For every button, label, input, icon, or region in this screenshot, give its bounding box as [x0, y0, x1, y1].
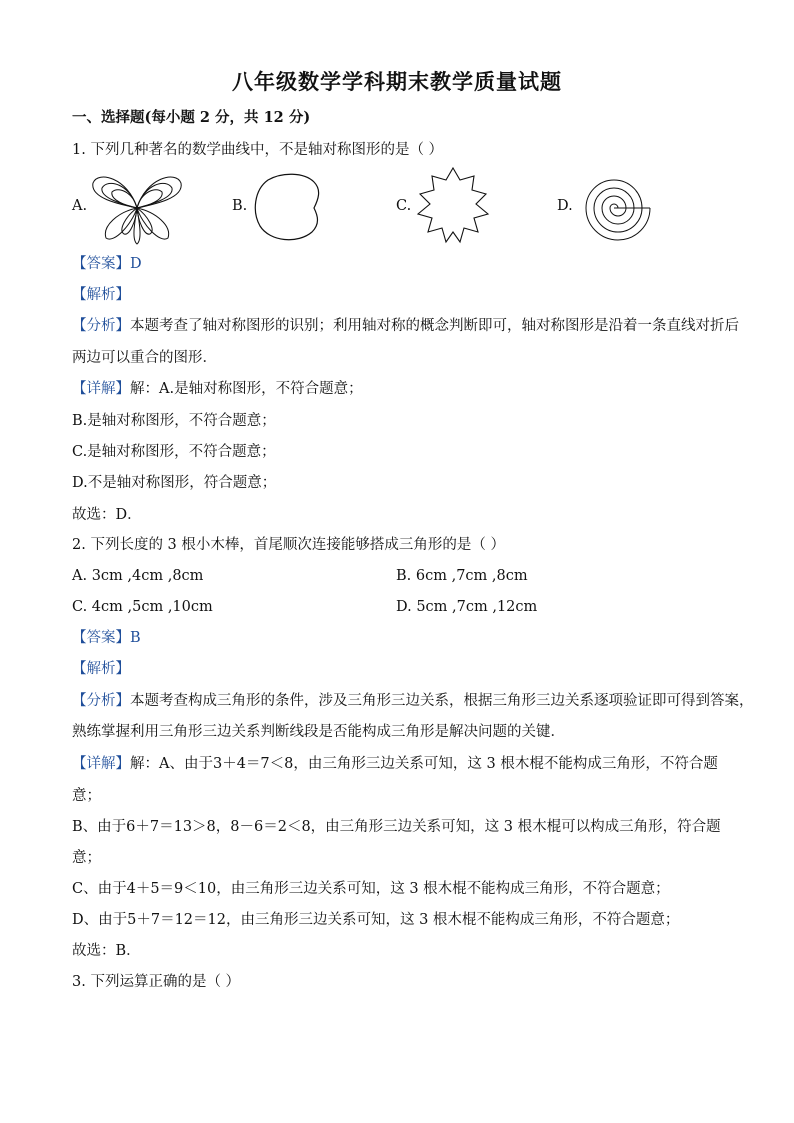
- q1-choose: 故选：D．: [72, 507, 142, 523]
- question-1-stem: 1. 下列几种著名的数学曲线中，不是轴对称图形的是（ ）: [72, 142, 444, 158]
- q1-answer-row: [72, 254, 142, 274]
- q2-xiangjie-line-1b: 意；: [72, 788, 101, 804]
- answer-value: B: [130, 630, 141, 646]
- question-2-stem: 2. 下列长度的 3 根小木棒，首尾顺次连接能够搭成三角形的是（ ）: [72, 537, 505, 553]
- section-heading: 一、选择题(每小题 2 分，共 12 分): [72, 109, 311, 126]
- fenxi-tag: 【分析】: [72, 693, 130, 709]
- option-b-label: B.: [232, 198, 248, 214]
- xiangjie-tag: 【详解】: [72, 381, 130, 397]
- xiangjie-tag: 【详解】: [72, 756, 130, 772]
- fenxi-text: 本题考查构成三角形的条件，涉及三角形三边关系，根据三角形三边关系逐项验证即可得到答案，: [130, 693, 754, 709]
- answer-value: D: [130, 256, 142, 272]
- q2-option-d: D. 5cm ,7cm ,12cm: [396, 599, 538, 615]
- q2-option-c: C. 4cm ,5cm ,10cm: [72, 599, 213, 615]
- q2-option-a: A. 3cm ,4cm ,8cm: [72, 568, 204, 584]
- option-d-label: D.: [557, 198, 573, 214]
- q2-choose: 故选：B．: [72, 943, 141, 959]
- q2-line-b2: 意；: [72, 850, 101, 866]
- q2-answer-row: [72, 628, 141, 648]
- option-a-label: A.: [72, 198, 88, 214]
- q2-fenxi-line-2: 熟练掌握利用三角形三边关系判断线段是否能构成三角形是解决问题的关键．: [72, 724, 565, 740]
- xiangjie-text: 解：A、由于3＋4＝7＜8，由三角形三边关系可知，这 3 根木棍不能构成三角形，不符合题: [130, 756, 718, 772]
- page-title: 八年级数学学科期末教学质量试题: [232, 69, 562, 94]
- q1-fenxi-line-2: 两边可以重合的图形．: [72, 350, 217, 366]
- q1-line-d: D.不是轴对称图形，符合题意；: [72, 475, 277, 491]
- xiangjie-text: 解：A.是轴对称图形，不符合题意；: [130, 381, 363, 397]
- q1-fenxi-line-1: [72, 316, 739, 336]
- spiral-curve-figure: [576, 170, 652, 246]
- q1-line-c: C.是轴对称图形，不符合题意；: [72, 444, 276, 460]
- q2-line-d: D、由于5＋7＝12＝12，由三角形三边关系可知，这 3 根木棍不能构成三角形，不符合题意；: [72, 912, 680, 928]
- koch-snowflake-figure: [412, 166, 494, 248]
- q1-analysis-tag: 【解析】: [72, 287, 130, 303]
- q2-xiangjie-line-1: [72, 754, 718, 774]
- cardioid-curve-figure: [252, 172, 324, 244]
- q2-option-b: B. 6cm ,7cm ,8cm: [396, 568, 528, 584]
- q2-line-b: B、由于6＋7＝13＞8，8－6＝2＜8，由三角形三边关系可知，这 3 根木棍可以构成三角形，符合题: [72, 819, 721, 835]
- q2-fenxi-line-1: [72, 691, 754, 711]
- question-3-stem: 3. 下列运算正确的是（ ）: [72, 974, 241, 990]
- q2-analysis-tag: 【解析】: [72, 661, 130, 677]
- q1-line-b: B.是轴对称图形，不符合题意；: [72, 413, 276, 429]
- fenxi-tag: 【分析】: [72, 318, 130, 334]
- fenxi-text: 本题考查了轴对称图形的识别；利用轴对称的概念判断即可，轴对称图形是沿着一条直线对折后: [130, 318, 739, 334]
- option-c-label: C.: [396, 198, 412, 214]
- q2-line-c: C、由于4＋5＝9＜10，由三角形三边关系可知，这 3 根木棍不能构成三角形，不符合题意；: [72, 881, 670, 897]
- answer-tag: 【答案】: [72, 630, 130, 646]
- butterfly-curve-figure: [88, 168, 186, 246]
- answer-tag: 【答案】: [72, 256, 130, 272]
- q1-xiangjie-line-1: [72, 379, 363, 399]
